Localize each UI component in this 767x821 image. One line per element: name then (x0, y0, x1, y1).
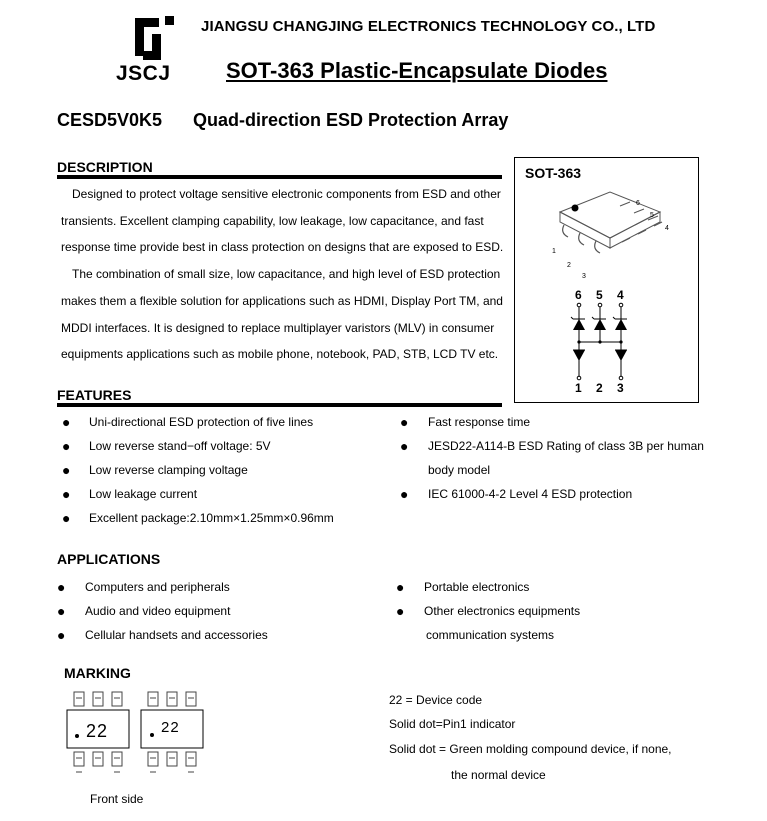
chip-2-code: 22 (161, 719, 180, 736)
feature-item: Low leakage current (89, 487, 198, 501)
bottom-pin-label: 1 (575, 381, 582, 395)
pkg-pin-label: 2 (567, 262, 571, 269)
feature-item: Uni-directional ESD protection of five lines (89, 415, 314, 429)
bullet-icon: ● (57, 603, 66, 619)
company-name: JIANGSU CHANGJING ELECTRONICS TECHNOLOGY CO., LTD (201, 18, 656, 35)
bullet-icon: ● (57, 579, 66, 595)
marking-heading: MARKING (64, 665, 131, 681)
bullet-icon: ● (62, 462, 71, 478)
features-heading: FEATURES (57, 387, 132, 403)
description-line: MDDI interfaces. It is designed to replace multiplayer varistors (MLV) in consumer (61, 320, 495, 335)
feature-item: Low reverse clamping voltage (89, 463, 248, 477)
bullet-icon: ● (400, 414, 409, 430)
part-description: Quad-direction ESD Protection Array (193, 110, 509, 130)
description-line: makes them a flexible solution for applications such as HDMI, Display Port TM, and (61, 293, 503, 308)
features-rule (57, 403, 502, 407)
pkg-pin-label: 4 (665, 225, 669, 232)
feature-item: body model (428, 463, 491, 477)
bullet-icon: ● (62, 486, 71, 502)
bullet-icon: ● (62, 414, 71, 430)
jscj-logo-mark (131, 14, 177, 62)
feature-item: Excellent package:2.10mm×1.25mm×0.96mm (89, 511, 334, 525)
marking-note: 22 = Device code (389, 693, 483, 707)
schematic-diagram (565, 302, 635, 382)
package-label: SOT-363 (525, 165, 582, 181)
description-line: Designed to protect voltage sensitive electronic components from ESD and other (72, 187, 501, 201)
bullet-icon: ● (400, 438, 409, 454)
application-item: Cellular handsets and accessories (85, 628, 268, 642)
applications-heading: APPLICATIONS (57, 551, 161, 567)
bullet-icon: ● (62, 510, 71, 526)
description-rule (57, 175, 502, 179)
application-item: Computers and peripherals (85, 580, 230, 594)
front-side-label: Front side (90, 792, 144, 806)
pkg-pin-label: 3 (582, 273, 586, 280)
top-pin-label: 5 (596, 288, 603, 302)
marking-note: the normal device (451, 768, 546, 782)
pkg-pin-label: 1 (552, 248, 556, 255)
pkg-pin-label: 5 (650, 212, 654, 219)
feature-item: IEC 61000-4-2 Level 4 ESD protection (428, 487, 633, 501)
application-item: communication systems (426, 628, 555, 642)
bottom-pin-label: 2 (596, 381, 603, 395)
bullet-icon: ● (57, 627, 66, 643)
marking-note: Solid dot = Green molding compound device, if none, (389, 742, 672, 756)
feature-item: Low reverse stand−off voltage: 5V (89, 439, 271, 453)
bottom-pin-label: 3 (617, 381, 624, 395)
feature-item: Fast response time (428, 415, 531, 429)
bullet-icon: ● (400, 486, 409, 502)
bullet-icon: ● (396, 603, 405, 619)
chip-1-code: 22 (86, 721, 109, 741)
part-number: CESD5V0K5 (57, 110, 163, 130)
description-line: equipments applications such as mobile phone, notebook, PAD, STB, LCD TV etc. (61, 347, 499, 362)
application-item: Audio and video equipment (85, 604, 231, 618)
top-pin-label: 6 (575, 288, 582, 302)
marking-note: Solid dot=Pin1 indicator (389, 717, 516, 731)
bullet-icon: ● (396, 579, 405, 595)
description-text (61, 181, 503, 368)
pkg-pin-label: 6 (636, 200, 640, 207)
company-logo (131, 14, 177, 62)
description-line: response time provide best in class protection on designs that are exposed to ESD. (61, 240, 504, 255)
description-line: The combination of small size, low capacitance, and high level of ESD protection (72, 267, 501, 282)
description-line: transients. Excellent clamping capability, low leakage, low capacitance, and fast (61, 213, 484, 228)
bullet-icon: ● (62, 438, 71, 454)
marking-rule (57, 664, 706, 677)
feature-item: JESD22-A114-B ESD Rating of class 3B per human (428, 439, 704, 453)
application-item: Portable electronics (424, 580, 530, 594)
top-pin-label: 4 (617, 288, 624, 302)
application-item: Other electronics equipments (424, 604, 581, 618)
document-title: SOT-363 Plastic-Encapsulate Diodes (226, 58, 608, 83)
logo-text: JSCJ (116, 62, 171, 85)
description-heading: DESCRIPTION (57, 159, 153, 175)
